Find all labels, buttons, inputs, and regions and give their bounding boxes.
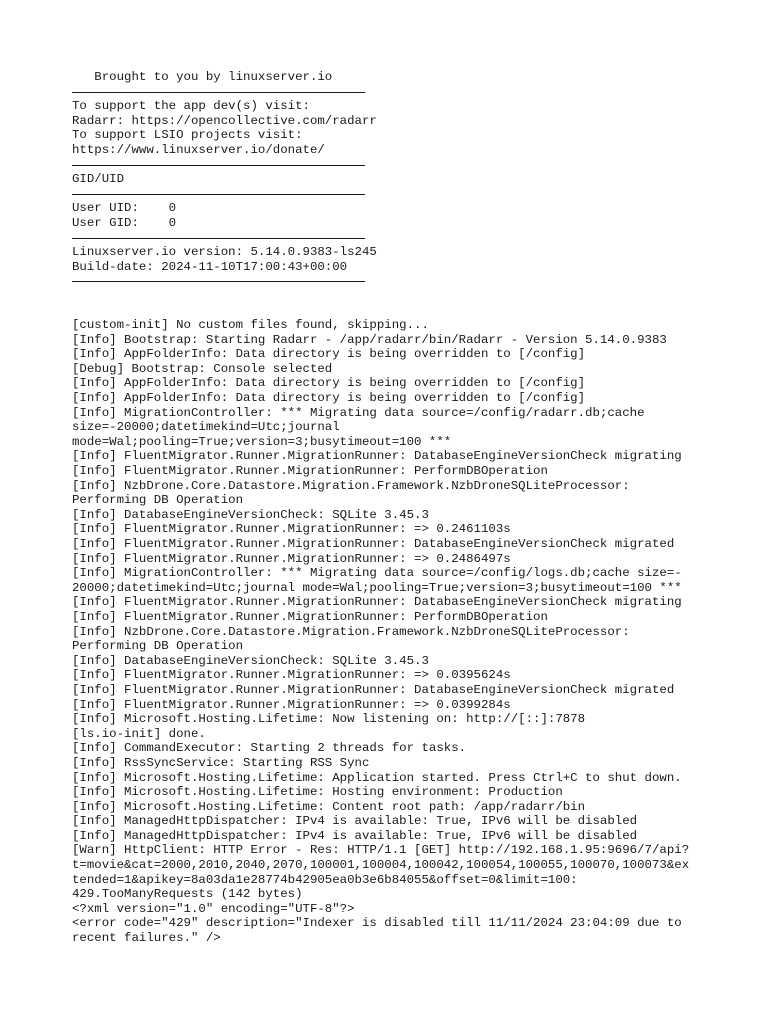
log-line: [Warn] HttpClient: HTTP Error - Res: HTTP/1.1 [GET] http://192.168.1.95:9696/7/api?: [72, 843, 690, 858]
log-line: <error code="429" description="Indexer is disabled till 11/11/2024 23:04:09 due to: [72, 916, 682, 931]
radarr-donate-link: Radarr: https://opencollective.com/radarr: [72, 113, 377, 128]
log-line: [Info] FluentMigrator.Runner.MigrationRunner: DatabaseEngineVersionCheck migrating: [72, 595, 682, 610]
support-app-text: To support the app dev(s) visit:: [72, 99, 310, 114]
log-line: [ls.io-init] done.: [72, 726, 206, 741]
gid-uid-heading: GID/UID: [72, 172, 125, 187]
blank-line: [72, 304, 752, 319]
log-line: [Info] MigrationController: *** Migrating data source=/config/radarr.db;cache: [72, 405, 645, 420]
log-line: [Info] FluentMigrator.Runner.MigrationRunner: DatabaseEngineVersionCheck migrated: [72, 682, 675, 697]
log-line: [Info] Bootstrap: Starting Radarr - /app/radarr/bin/Radarr - Version 5.14.0.9383: [72, 332, 667, 347]
user-uid: User UID: 0: [72, 201, 177, 216]
log-line: [Info] MigrationController: *** Migrating data source=/config/logs.db;cache size=-: [72, 566, 682, 581]
log-line: [Info] NzbDrone.Core.Datastore.Migration.Framework.NzbDroneSQLiteProcessor:: [72, 478, 630, 493]
log-line: size=-20000;datetimekind=Utc;journal: [72, 420, 340, 435]
log-line: [custom-init] No custom files found, skipping...: [72, 318, 429, 333]
log-line: [Debug] Bootstrap: Console selected: [72, 361, 333, 376]
user-gid: User GID: 0: [72, 215, 177, 230]
log-line: [Info] AppFolderInfo: Data directory is being overridden to [/config]: [72, 376, 586, 391]
banner-title: Brought to you by linuxserver.io: [72, 70, 333, 84]
log-line: [Info] Microsoft.Hosting.Lifetime: Content root path: /app/radarr/bin: [72, 799, 586, 814]
log-line: Performing DB Operation: [72, 493, 244, 508]
divider: [72, 158, 752, 173]
log-output: [72, 318, 752, 946]
build-date: Build-date: 2024-11-10T17:00:43+00:00: [72, 259, 348, 274]
log-line: [Info] FluentMigrator.Runner.MigrationRunner: DatabaseEngineVersionCheck migrated: [72, 537, 675, 551]
log-line: <?xml version="1.0" encoding="UTF-8"?>: [72, 901, 355, 916]
log-line: [Info] Microsoft.Hosting.Lifetime: Hosting environment: Production: [72, 785, 563, 800]
log-line: [Info] RssSyncService: Starting RSS Sync: [72, 755, 370, 770]
log-line: recent failures." />: [72, 931, 221, 946]
log-line: [Info] FluentMigrator.Runner.MigrationRunner: => 0.0395624s: [72, 668, 511, 683]
log-line: [Info] NzbDrone.Core.Datastore.Migration.Framework.NzbDroneSQLiteProcessor:: [72, 624, 630, 639]
log-line: [Info] FluentMigrator.Runner.MigrationRunner: PerformDBOperation: [72, 464, 548, 479]
log-line: Performing DB Operation: [72, 639, 244, 654]
log-line: 429.TooManyRequests (142 bytes): [72, 887, 303, 902]
log-line: [Info] ManagedHttpDispatcher: IPv4 is available: True, IPv6 will be disabled: [72, 814, 638, 829]
log-line: [Info] CommandExecutor: Starting 2 threads for tasks.: [72, 741, 467, 756]
log-line: [Info] AppFolderInfo: Data directory is being overridden to [/config]: [72, 347, 586, 362]
log-line: [Info] AppFolderInfo: Data directory is being overridden to [/config]: [72, 391, 586, 406]
log-line: 20000;datetimekind=Utc;journal mode=Wal;pooling=True;version=3;busytimeout=100 ***: [72, 580, 682, 595]
log-line: [Info] DatabaseEngineVersionCheck: SQLite 3.45.3: [72, 653, 429, 668]
support-lsio-text: To support LSIO projects visit:: [72, 128, 303, 143]
log-line: tended=1&apikey=8a03da1e28774b42905ea0b3e6b84055&offset=0&limit=100:: [72, 872, 578, 887]
divider: [72, 274, 752, 289]
divider: [72, 187, 752, 202]
log-line: [Info] FluentMigrator.Runner.MigrationRunner: => 0.0399284s: [72, 697, 511, 712]
terminal-output: [72, 70, 752, 946]
log-line: [Info] Microsoft.Hosting.Lifetime: Application started. Press Ctrl+C to shut down.: [72, 770, 682, 785]
log-line: [Info] FluentMigrator.Runner.MigrationRunner: => 0.2486497s: [72, 551, 511, 566]
divider: [72, 231, 752, 246]
lsio-donate-link: https://www.linuxserver.io/donate/: [72, 142, 325, 157]
log-line: [Info] FluentMigrator.Runner.MigrationRunner: DatabaseEngineVersionCheck migrating: [72, 449, 682, 464]
log-line: [Info] ManagedHttpDispatcher: IPv4 is available: True, IPv6 will be disabled: [72, 828, 638, 843]
lsio-version: Linuxserver.io version: 5.14.0.9383-ls245: [72, 245, 377, 260]
log-line: [Info] Microsoft.Hosting.Lifetime: Now listening on: http://[::]:7878: [72, 712, 586, 727]
log-line: mode=Wal;pooling=True;version=3;busytimeout=100 ***: [72, 434, 452, 449]
divider: [72, 85, 752, 100]
log-line: t=movie&cat=2000,2010,2040,2070,100001,100004,100042,100054,100055,100070,100073&ex: [72, 858, 690, 873]
log-line: [Info] FluentMigrator.Runner.MigrationRunner: PerformDBOperation: [72, 609, 548, 624]
blank-line: [72, 289, 752, 304]
log-line: [Info] DatabaseEngineVersionCheck: SQLite 3.45.3: [72, 507, 429, 522]
log-line: [Info] FluentMigrator.Runner.MigrationRunner: => 0.2461103s: [72, 522, 511, 537]
